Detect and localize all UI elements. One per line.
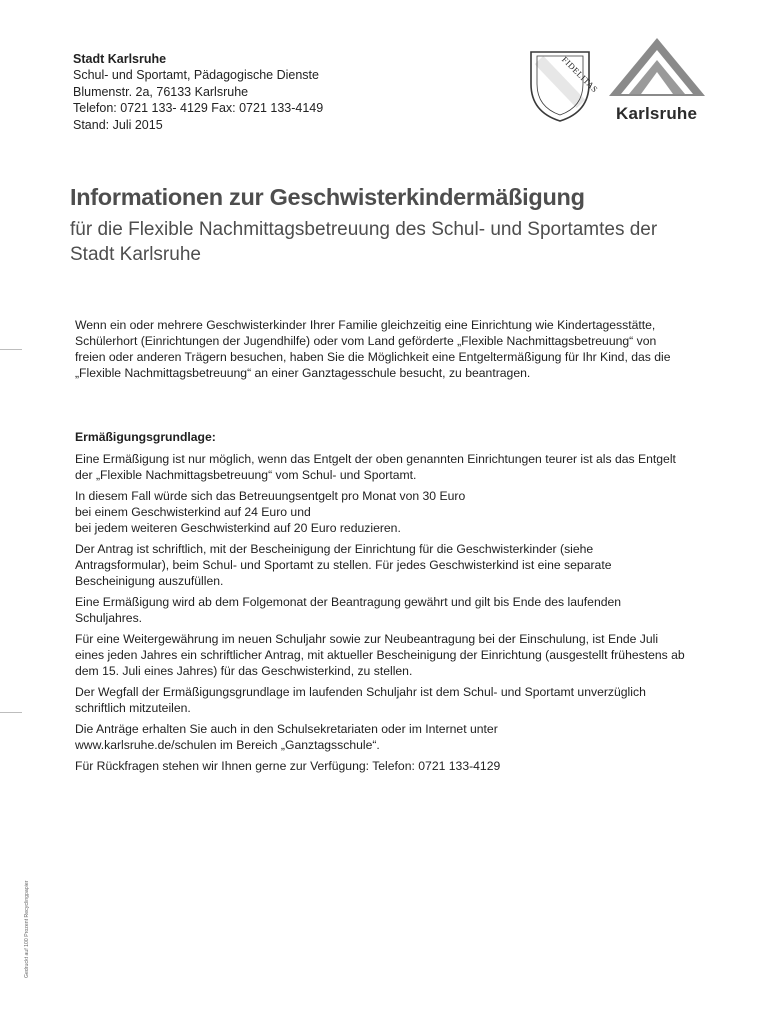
recycling-note: Gedruckt auf 100 Prozent Recyclingpapier	[24, 880, 30, 978]
intro-paragraph: Wenn ein oder mehrere Geschwisterkinder Ihrer Familie gleichzeitig eine Einrichtung wie Kindertagesstätte, Schülerhort (Einrichtungen der Jugendhilfe) oder vom Land geförderte „Flexible Nachmittagsbetreuung“ von freien oder anderen Trägern besuchen, haben Sie die Möglichkeit eine Entgeltermäßigung für Ihr Kind, das die „Flexible Nachmittagsbetreuung“ an einer Ganztagesschule besucht, zu beantragen.	[75, 318, 671, 380]
section-paragraph: In diesem Fall würde sich das Betreuungsentgelt pro Monat von 30 Euro bei einem Geschwisterkind auf 24 Euro und bei jedem weiteren Geschwisterkind auf 20 Euro reduzieren.	[75, 489, 466, 535]
section-paragraph: Eine Ermäßigung wird ab dem Folgemonat der Beantragung gewährt und gilt bis Ende des laufenden Schuljahres.	[75, 595, 622, 625]
section-paragraph: Für Rückfragen stehen wir Ihnen gerne zur Verfügung: Telefon: 0721 133-4129	[75, 759, 501, 773]
sender-date: Stand: Juli 2015	[73, 117, 163, 132]
reduction-basis-section	[75, 429, 690, 779]
fidelitas-seal-icon	[525, 46, 601, 124]
sender-org: Stadt Karlsruhe	[73, 52, 167, 66]
fold-mark	[0, 349, 22, 350]
sender-department: Schul- und Sportamt, Pädagogische Dienste	[73, 68, 319, 83]
sender-phone: Telefon: 0721 133- 4129 Fax: 0721 133-4149	[73, 101, 324, 116]
fold-mark	[0, 712, 22, 713]
section-paragraph: Der Antrag ist schriftlich, mit der Bescheinigung der Einrichtung für die Geschwisterkinder (siehe Antragsformular), beim Schul- und Sportamt zu stellen. Für jedes Geschwisterkind ist eine separate Bescheinigung auszufüllen.	[75, 542, 612, 588]
page-title: Informationen zur Geschwisterkindermäßigung	[70, 184, 585, 210]
seal-lettering: FIDELITAS	[560, 54, 601, 95]
sender-block	[73, 51, 323, 133]
section-heading: Ermäßigungsgrundlage:	[75, 430, 216, 444]
page-subtitle: für die Flexible Nachmittagsbetreuung des Schul- und Sportamtes der Stadt Karlsruhe	[70, 219, 658, 265]
section-paragraph: Eine Ermäßigung ist nur möglich, wenn das Entgelt der oben genannten Einrichtungen teurer ist als das Entgelt der „Flexible Nachmittagsbetreuung“ vom Schul- und Sportamt.	[75, 452, 676, 482]
section-paragraph: Der Wegfall der Ermäßigungsgrundlage im laufenden Schuljahr ist dem Schul- und Sportamt unverzüglich schriftlich mitzuteilen.	[75, 685, 646, 715]
section-paragraph: Die Anträge erhalten Sie auch in den Schulsekretariaten oder im Internet unter www.karlsruhe.de/schulen im Bereich „Ganztagsschule“.	[75, 722, 498, 752]
city-wordmark: Karlsruhe	[616, 104, 698, 123]
karlsruhe-mark-icon	[607, 38, 707, 108]
logo-area	[525, 38, 705, 128]
section-paragraph: Für eine Weitergewährung im neuen Schuljahr sowie zur Neubeantragung bei der Einschulung, ist Ende Juli eines jeden Jahres ein schriftlicher Antrag, mit aktueller Bescheinigung der Einrichtung (ausgestellt frühestens ab dem 15. Juli eines Jahres) für das Geschwisterkind, zu stellen.	[75, 632, 685, 678]
sender-address: Blumenstr. 2a, 76133 Karlsruhe	[73, 84, 249, 99]
